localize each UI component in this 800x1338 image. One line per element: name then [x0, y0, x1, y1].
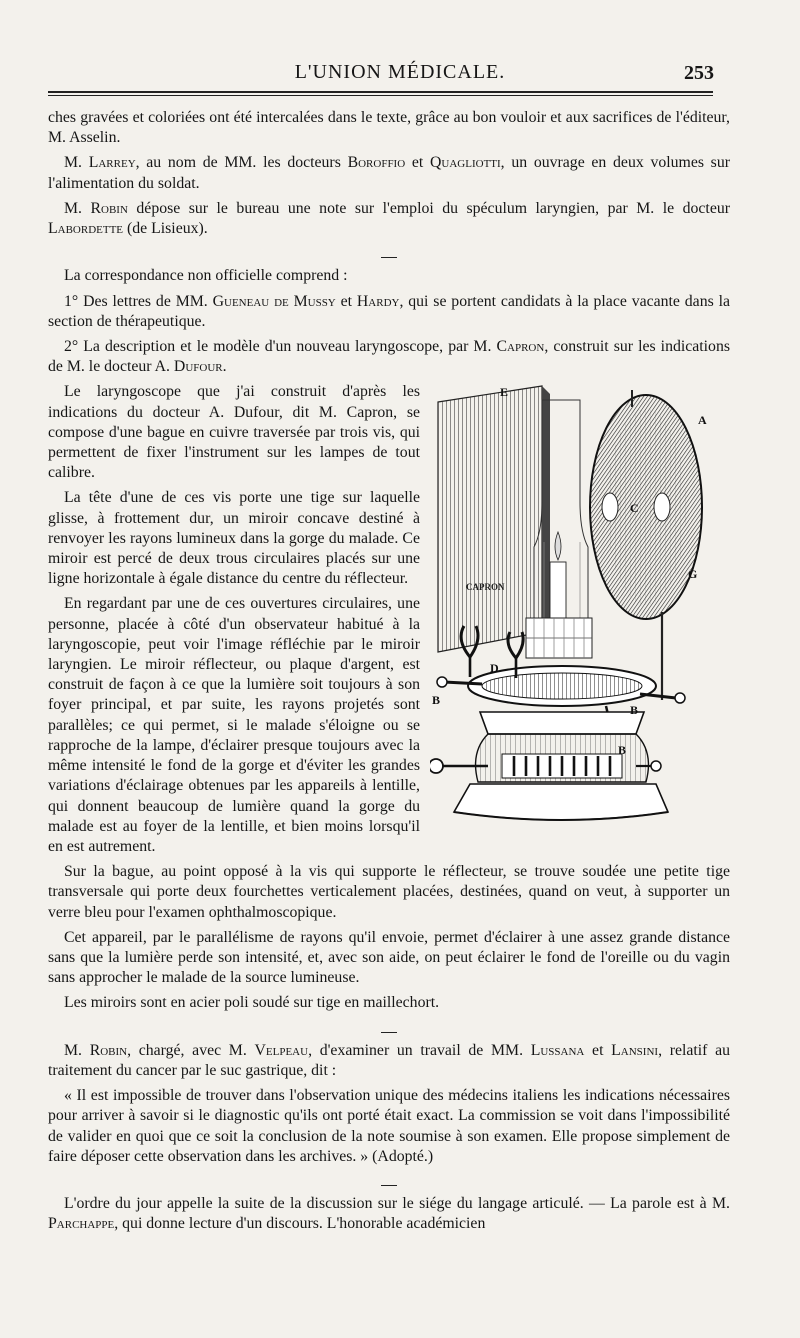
mirror-hole-left [602, 493, 618, 521]
label-b-left: B [432, 693, 441, 708]
screw-left [444, 682, 482, 684]
text-run: dépose sur le bureau une note sur l'emploi du spéculum laryngien, par M. le docteur [127, 199, 730, 217]
label-a: A [698, 413, 707, 428]
text-run: , qui se portent candidats à la place vacante dans la section de thérapeutique. [48, 292, 730, 330]
person-name: Robin [90, 199, 128, 217]
text-run: et [335, 292, 357, 310]
person-name: Gueneau de Mussy [212, 292, 336, 310]
text-run: , d'examiner un travail de MM. [308, 1041, 531, 1059]
wick-key-knob [430, 759, 443, 773]
running-header-title: L'UNION MÉDICALE. [294, 61, 506, 83]
text-run: M. [64, 199, 91, 217]
paragraph-laryngoscope [48, 337, 730, 377]
person-name: Quagliotti [430, 154, 501, 172]
text-run: , un ouvrage en deux volumes sur l'alimentation du soldat. [48, 154, 730, 192]
flame [555, 532, 561, 560]
paragraph-letters [48, 292, 730, 332]
paragraph-commission-quote: « Il est impossible de trouver dans l'observation unique des médecins italiens les indications nécessaires pour arriver à savoir si le diagnostic qu'ils ont porté était exact. La commission se voit dans l'impossibilité de valider en quoi que ce soit la conclusion de la note soumise à son examen. Elle propose simplement de faire déposer cette observation dans les archives. » (Adopté.) [48, 1087, 730, 1165]
label-g: G [688, 567, 698, 582]
person-name: Larrey [88, 154, 136, 172]
label-d: D [490, 661, 499, 676]
paragraph-parallelism: Cet appareil, par le parallélisme de rayons qu'il envoie, permet d'éclairer à une assez grande distance sans que la lumière perde son intensité, et, avec son aide, on peut éclairer le fond de l'oreille ou du vagin sans approcher le malade de la source lumineuse. [48, 928, 730, 987]
text-run: 1° Des lettres de MM. [64, 292, 213, 310]
screw-head-left [437, 677, 447, 687]
paragraph-ring: Sur la bague, au point opposé à la vis qui supporte le réflecteur, se trouve soudée une petite tige transversale qui porte deux fourchettes verticalement placées, destinées, quand on veut, à supporter un verre bleu pour l'examen ophthalmoscopique. [48, 863, 730, 921]
paragraph-screw-mirror: La tête d'une de ces vis porte une tige sur laquelle glisse, à frottement dur, un miroir concave destiné à renvoyer les rayons lumineux dans la gorge du malade. Ce miroir est percé de deux trous circulaires placés sur une ligne horizontale à égale distance du centre du réflecteur. [48, 489, 420, 588]
label-e: E [500, 385, 509, 400]
person-name: Hardy [356, 292, 400, 310]
text-run: M. [64, 154, 89, 172]
person-name: Parchappe [48, 1215, 115, 1233]
page-number: 253 [684, 62, 714, 84]
shield-plate [438, 386, 542, 652]
screw-head-right [675, 693, 685, 703]
section-separator [48, 244, 730, 264]
laryngoscope-illustration [430, 382, 732, 856]
text-run: et [405, 154, 430, 172]
paragraph-mirrors-steel: Les miroirs sont en acier poli soudé sur tige en maillechort. [64, 994, 440, 1012]
paragraph-observation: En regardant par une de ces ouvertures circulaires, une personne, placée à côté d'un observateur habitué à la laryngoscopie, peut voir l'image réfléchie par le miroir laryngien. Le miroir réflecteur, ou plaque d'argent, est construit de façon à ce que la lumière soit toujours à son foyer principal, et par suite, les rayons projetés sont parallèles; ce qui permet, si le malade s'éloigne ou se rapproche de la lampe, d'éclairer presque toujours avec la même intensité le fond de la gorge et d'éviter les grandes variations d'éclairage obtenues par les appareils à lentille, qui donnent beaucoup de lumière quand la gorge du malade est au foyer de la lentille, et bien moins lorsqu'il en est autrement. [48, 595, 420, 855]
header-rule [48, 91, 713, 93]
text-run: , au nom de MM. les docteurs [135, 154, 348, 172]
paragraph-larrey [48, 153, 730, 193]
paragraph-robin-note [48, 199, 730, 239]
person-name: Capron [496, 338, 545, 356]
article-body [48, 108, 730, 1240]
text-run: et [584, 1041, 612, 1059]
mirror-hole-right [654, 493, 670, 521]
text-run: (de Lisieux). [123, 220, 208, 238]
lamp-base [454, 784, 668, 820]
wick-key-knob-right [651, 761, 661, 771]
text-run: L'ordre du jour appelle la suite de la discussion sur le siége du langage articulé. — La parole est à M. [64, 1195, 730, 1213]
person-name: Dufour [173, 358, 223, 376]
text-run: , relatif au traitement du cancer par le suc gastrique, dit : [48, 1041, 731, 1079]
paragraph-correspondence: La correspondance non officielle comprend : [64, 267, 348, 285]
laryngoscope-engraving [430, 382, 732, 856]
person-name: Labordette [48, 220, 124, 238]
text-run: M. [64, 1041, 90, 1059]
person-name: Lussana [530, 1041, 585, 1059]
person-name: Robin [89, 1041, 128, 1059]
paragraph-robin-report [48, 1041, 730, 1081]
text-run: , chargé, avec M. [127, 1041, 255, 1059]
screw-right [640, 694, 676, 698]
text-run: , qui donne lecture d'un discours. L'honorable académicien [114, 1215, 486, 1233]
person-name: Velpeau [254, 1041, 309, 1059]
maker-mark: CAPRON [466, 582, 505, 593]
paragraph-order-of-day [48, 1194, 730, 1234]
text-run: 2° La description et le modèle d'un nouveau laryngoscope, par M. [64, 338, 497, 356]
text-run: . [222, 358, 227, 376]
candle [550, 562, 566, 618]
label-c: C [630, 501, 639, 516]
label-b-right: B [630, 703, 639, 718]
paragraph-construction: Le laryngoscope que j'ai construit d'après les indications du docteur A. Dufour, dit M. Capron, se compose d'une bague en cuivre traversée par trois vis, qui permettent de fixer l'instrument sur les lampes de tout calibre. [48, 383, 420, 482]
person-name: Boroffio [347, 154, 406, 172]
label-b-front: B [618, 743, 627, 758]
header-rule-thin [48, 95, 713, 96]
ring-inner [482, 673, 642, 699]
paragraph-engravings: ches gravées et coloriées ont été intercalées dans le texte, grâce au bon vouloir et aux sacrifices de l'éditeur, M. Asselin. [48, 109, 730, 147]
section-separator-2 [48, 1019, 730, 1039]
shield-edge [542, 386, 550, 637]
section-separator-3 [48, 1172, 730, 1192]
lamp-collar [480, 712, 644, 734]
text-run: , construit sur les indications de M. le docteur A. [48, 338, 731, 376]
person-name: Lansini [611, 1041, 659, 1059]
